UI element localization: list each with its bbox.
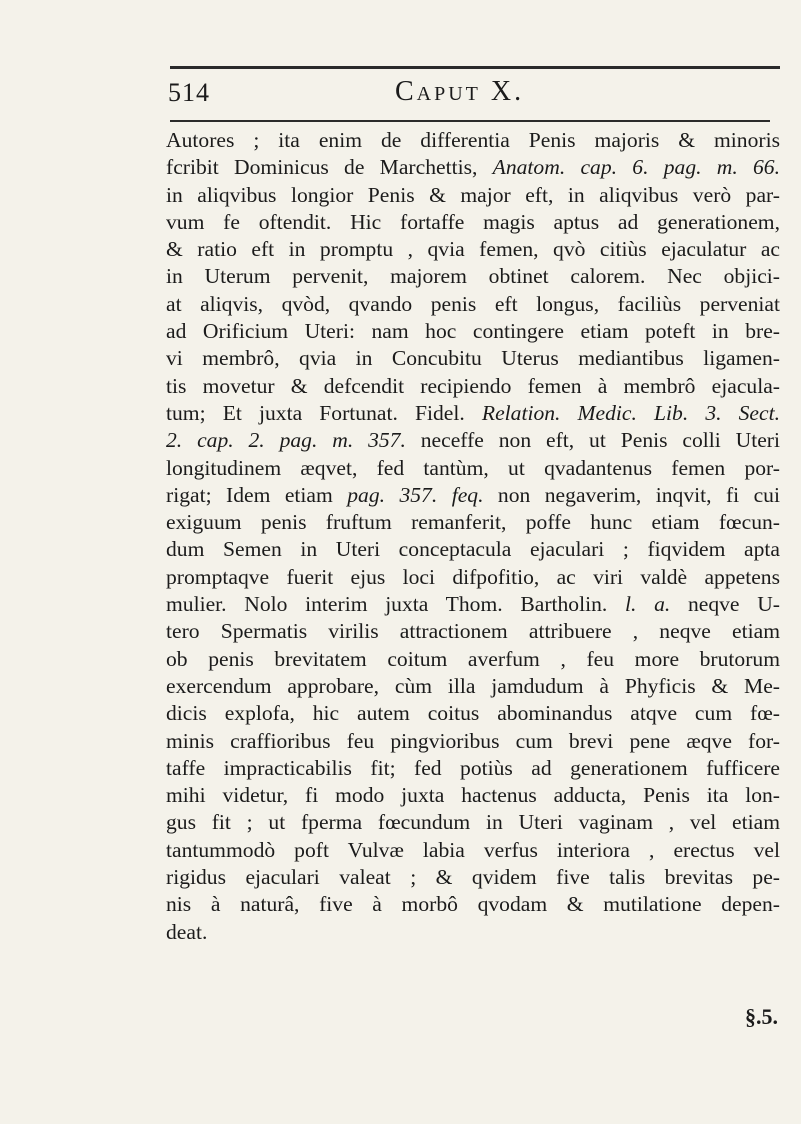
italic-citation: Relation. Medic. Lib. 3. Sect. <box>481 400 780 425</box>
text-line <box>166 646 780 673</box>
text-line <box>166 809 780 836</box>
text-segment: vi membrô, qvia in Concubitu Uterus mediantibus ligamen- <box>166 346 780 371</box>
text-segment: at aliqvis, qvòd, qvando penis eft longus, faciliùs perveniat <box>166 291 780 316</box>
text-line <box>166 482 780 509</box>
text-segment: in aliqvibus longior Penis & major eft, in aliqvibus verò par- <box>166 182 780 207</box>
text-segment: tantummodò poft Vulvæ labia verfus interiora , erectus vel <box>166 837 780 862</box>
text-line <box>166 263 780 290</box>
running-head <box>0 74 801 114</box>
top-edge-rule <box>170 66 780 69</box>
text-segment: gus fit ; ut fperma fœcundum in Uteri vaginam , vel etiam <box>166 810 780 835</box>
text-segment: ob penis brevitatem coitum averfum , feu more brutorum <box>166 646 780 671</box>
text-segment: mihi videtur, fi modo juxta hactenus adducta, Penis ita lon- <box>166 783 780 808</box>
text-segment: deat. <box>166 919 208 944</box>
text-segment: exercendum approbare, cùm illa jamdudum à Phyficis & Me- <box>166 673 780 698</box>
text-line <box>166 782 780 809</box>
text-line <box>166 700 780 727</box>
text-segment: ad Orificium Uteri: nam hoc contingere etiam poteft in bre- <box>166 319 780 344</box>
text-line <box>166 891 780 918</box>
text-line <box>166 182 780 209</box>
text-line <box>166 455 780 482</box>
page-number: 514 <box>168 78 210 107</box>
text-segment: dum Semen in Uteri conceptacula ejaculari ; fiqvidem apta <box>166 537 780 562</box>
italic-citation: Anatom. cap. 6. pag. m. 66. <box>492 155 780 180</box>
text-line <box>166 345 780 372</box>
italic-citation: pag. 357. feq. <box>347 482 484 507</box>
text-segment: rigat; Idem etiam <box>166 482 348 507</box>
text-line <box>166 864 780 891</box>
text-segment: taffe impracticabilis fit; fed potiùs ad generationem fufficere <box>166 755 780 780</box>
running-title: Caput X. <box>395 76 525 107</box>
text-segment: longitudinem æqvet, fed tantùm, ut qvadantenus femen por- <box>166 455 780 480</box>
text-segment: non negaverim, inqvit, fi cui <box>483 482 780 507</box>
italic-citation: 2. cap. 2. pag. m. 357. <box>166 428 406 453</box>
text-line <box>166 400 780 427</box>
text-line <box>166 618 780 645</box>
text-segment: vum fe oftendit. Hic fortaffe magis aptus ad generationem, <box>166 209 780 234</box>
text-line <box>166 373 780 400</box>
text-line <box>166 728 780 755</box>
text-segment: tum; Et juxta Fortunat. Fidel. <box>166 400 482 425</box>
text-line <box>166 318 780 345</box>
text-segment: Autores ; ita enim de differentia Penis majoris & minoris <box>166 128 780 152</box>
text-segment: in Uterum pervenit, majorem obtinet calorem. Nec objici- <box>166 264 780 289</box>
text-line <box>166 291 780 318</box>
text-segment: nis à naturâ, five à morbô qvodam & mutilatione depen- <box>166 892 780 917</box>
italic-citation: l. a. <box>624 592 671 617</box>
text-line <box>166 536 780 563</box>
text-segment: dicis explofa, hic autem coitus abominandus atqve cum fœ- <box>166 701 780 726</box>
text-line <box>166 564 780 591</box>
body-text <box>166 127 780 946</box>
text-segment: neceffe non eft, ut Penis colli Uteri <box>405 428 780 453</box>
text-line <box>166 427 780 454</box>
text-segment: tero Spermatis virilis attractionem attribuere , neqve etiam <box>166 619 780 644</box>
text-line <box>166 209 780 236</box>
text-line <box>166 154 780 181</box>
text-segment: rigidus ejaculari valeat ; & qvidem five talis brevitas pe- <box>166 865 780 890</box>
text-line <box>166 919 780 946</box>
text-line <box>166 509 780 536</box>
text-segment: exiguum penis fruftum remanferit, poffe hunc etiam fœcun- <box>166 510 780 535</box>
text-segment: minis craffioribus feu pingvioribus cum brevi pene æqve for- <box>166 728 780 753</box>
text-segment: tis movetur & defcendit recipiendo femen à membrô ejacula- <box>166 373 780 398</box>
text-line <box>166 755 780 782</box>
text-segment: mulier. Nolo interim juxta Thom. Bartholin. <box>166 592 625 617</box>
header-rule <box>170 120 770 122</box>
text-line <box>166 673 780 700</box>
text-line <box>166 127 780 154</box>
text-line <box>166 591 780 618</box>
text-segment: fcribit Dominicus de Marchettis, <box>166 155 493 180</box>
text-segment: promptaqve fuerit ejus loci difpofitio, ac viri valdè appetens <box>166 564 780 589</box>
text-segment: & ratio eft in promptu , qvia femen, qvò citiùs ejaculatur ac <box>166 237 780 262</box>
catchword: §.5. <box>745 1004 778 1029</box>
text-line <box>166 837 780 864</box>
text-segment: neqve U- <box>670 592 780 617</box>
text-line <box>166 236 780 263</box>
